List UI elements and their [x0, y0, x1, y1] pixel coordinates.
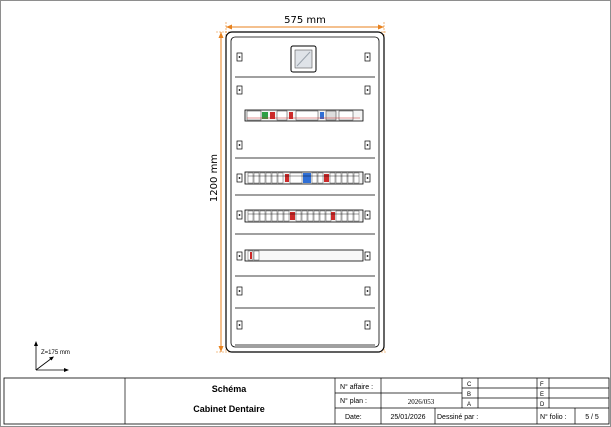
folio-value: 5 / 5	[585, 414, 599, 421]
height-label: 1200 mm	[209, 153, 220, 203]
revision-b: B	[467, 392, 472, 398]
display-window	[291, 46, 316, 72]
width-label: 575 mm	[284, 15, 326, 26]
plan-value: 2026/053	[407, 398, 435, 406]
din-rail-4	[245, 250, 363, 261]
revision-c: C	[467, 382, 472, 388]
revision-d: D	[540, 402, 545, 408]
revision-a: A	[467, 402, 472, 408]
plan-label: N° plan :	[340, 398, 367, 405]
din-rail-1	[245, 110, 363, 121]
affaire-label: N° affaire :	[340, 384, 374, 391]
title-block	[4, 378, 609, 424]
axis-label: Z=175 mm	[41, 350, 70, 356]
drawn-by-label: Dessiné par :	[437, 414, 479, 421]
axis-indicator	[34, 341, 70, 372]
revision-f: F	[540, 382, 544, 388]
cabinet-enclosure	[226, 32, 384, 352]
revision-e: E	[540, 392, 545, 398]
folio-label: N° folio :	[540, 414, 567, 421]
date-value: 25/01/2026	[390, 414, 426, 421]
date-label: Date:	[345, 414, 362, 421]
title-line-2: Cabinet Dentaire	[193, 404, 265, 414]
din-rail-3	[245, 210, 363, 222]
title-line-1: Schéma	[211, 384, 247, 394]
din-rail-2	[245, 172, 363, 184]
